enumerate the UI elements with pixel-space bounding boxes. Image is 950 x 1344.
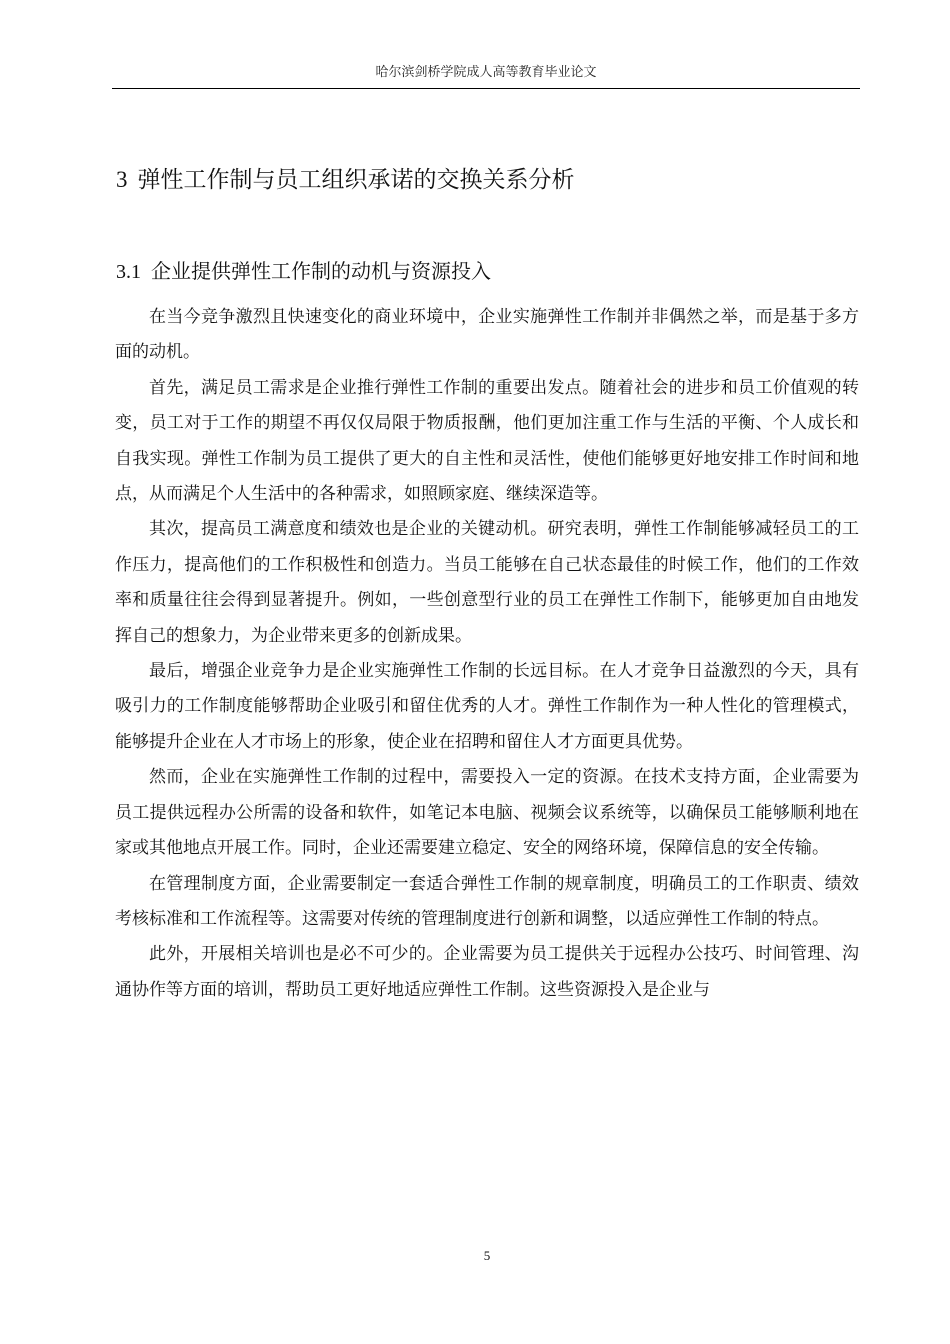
body-text: [115, 300, 859, 1008]
page-number: 5: [483, 1248, 491, 1263]
running-header: 哈尔滨剑桥学院成人高等教育毕业论文: [375, 65, 597, 80]
paragraph: 最后，增强企业竞争力是企业实施弹性工作制的长远目标。在人才竞争日益激烈的今天，具有吸引力的工作制度能够帮助企业吸引和留住优秀的人才。弹性工作制作为一种人性化的管理模式，能够提升企业在人才市场上的形象，使企业在招聘和留住人才方面更具优势。: [115, 661, 859, 752]
paragraph: 在当今竞争激烈且快速变化的商业环境中，企业实施弹性工作制并非偶然之举，而是基于多方面的动机。: [115, 307, 859, 363]
paragraph: 其次，提高员工满意度和绩效也是企业的关键动机。研究表明，弹性工作制能够减轻员工的工作压力，提高他们的工作积极性和创造力。当员工能够在自己状态最佳的时候工作，他们的工作效率和质量往往会得到显著提升。例如，一些创意型行业的员工在弹性工作制下，能够更加自由地发挥自己的想象力，为企业带来更多的创新成果。: [115, 519, 859, 646]
paragraph: 首先，满足员工需求是企业推行弹性工作制的重要出发点。随着社会的进步和员工价值观的转变，员工对于工作的期望不再仅仅局限于物质报酬，他们更加注重工作与生活的平衡、个人成长和自我实现。弹性工作制为员工提供了更大的自主性和灵活性，使他们能够更好地安排工作时间和地点，从而满足个人生活中的各种需求，如照顾家庭、继续深造等。: [115, 377, 859, 505]
chapter-title: [116, 164, 575, 196]
chapter-title-text: 弹性工作制与员工组织承诺的交换关系分析: [137, 167, 575, 193]
paragraph: 此外，开展相关培训也是必不可少的。企业需要为员工提供关于远程办公技巧、时间管理、沟通协作等方面的培训，帮助员工更好地适应弹性工作制。这些资源投入是企业与: [115, 944, 859, 1000]
section-number: 3.1: [116, 261, 141, 283]
section-title-text: 企业提供弹性工作制的动机与资源投入: [151, 259, 491, 283]
paragraph: 在管理制度方面，企业需要制定一套适合弹性工作制的规章制度，明确员工的工作职责、绩效考核标准和工作流程等。这需要对传统的管理制度进行创新和调整，以适应弹性工作制的特点。: [115, 873, 859, 929]
header-rule: [112, 88, 860, 89]
section-title: [116, 256, 491, 287]
paragraph: 然而，企业在实施弹性工作制的过程中，需要投入一定的资源。在技术支持方面，企业需要为员工提供远程办公所需的设备和软件，如笔记本电脑、视频会议系统等，以确保员工能够顺利地在家或其他地点开展工作。同时，企业还需要建立稳定、安全的网络环境，保障信息的安全传输。: [115, 767, 859, 859]
chapter-number: 3: [116, 167, 128, 192]
